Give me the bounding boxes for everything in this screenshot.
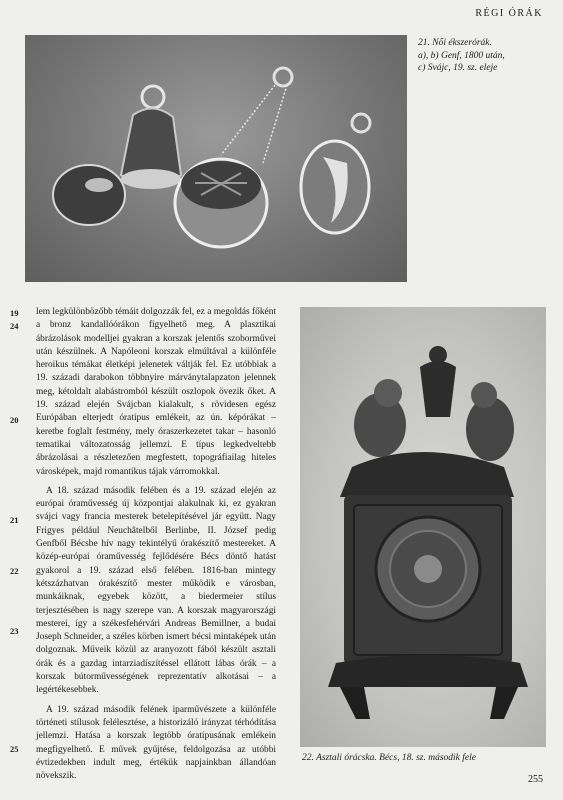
margin-number: 21 <box>10 515 19 525</box>
pendant-watches-illustration <box>25 35 407 282</box>
page-number: 255 <box>528 774 543 785</box>
margin-number: 20 <box>10 415 19 425</box>
paragraph: A 18. század második felében és a 19. század elején az európai óraművesség új központjai alakulnak ki, ez gyakran svájci vagy francia mesterek betelepítésével jár együtt. Nagy Frigyes például Neuchâtelből Berlinbe, II. József pedig Genfből Bécsbe hív nagy tekintélyű órakészítő mestereket. A közép-európai óraművesség fejlődésére Bécs döntő hatást gyakorol a 19. század első felében. 1816-ban mintegy kétszázhatvan órakészítő mester működik e városban, munkáiknak, egyebek között, a biedermeier stílus terjesztésében is nagy szerepe van. A korszak magyarországi mesterei, így a székesfehérvári Andreas Bemillner, a budai Joseph Schneider, a széles körben ismert bécsi mintaképek után dolgoznak. Műveik közül az aranyozott fából készült asztali órák és a gazdag intarziadíszítéssel ellátott lábas órák – a korszak bútorművességének reprezentatív alkotásai – a legértékesebbek. <box>36 485 276 696</box>
caption-title: 21. Női ékszerórák. <box>418 38 492 48</box>
paragraph: A 19. század második felének iparművészete a különféle történeti stílusok felélesztése, a historizáló irányzat térhódítása jellemzi. Hatása a korszak legtöbb óratípusának emlékein megfigyelhető. E művek gyűjtése, feldolgozása az utóbbi évtizedekben indult meg, értékük napjainkban állandóan növekszik. <box>36 704 276 782</box>
pendant-watches-photo <box>25 35 407 282</box>
body-text <box>36 306 276 783</box>
table-clock-illustration <box>300 307 546 747</box>
margin-number: 23 <box>10 626 19 636</box>
running-head: RÉGI ÓRÁK <box>475 8 543 19</box>
margin-number: 25 <box>10 744 19 754</box>
figure-21-caption <box>418 37 558 75</box>
margin-number: 19 <box>10 308 19 318</box>
figure-22-caption: 22. Asztali órácska. Bécs, 18. sz. második fele <box>302 753 476 763</box>
margin-number: 22 <box>10 566 19 576</box>
margin-number: 24 <box>10 321 19 331</box>
paragraph: lem legkülönbözőbb témáit dolgozzák fel, ez a megoldás főként a bronz kandallóórákon figyelhető meg. A plasztikai ábrázolások modelljei gyakran a korszak jelentős szoborművei után készülnek. A Napóleoni korszak elmúltával a különféle heroikus témákat életképi jelenetek váltják fel. Ez utóbbiak a 19. századi darabokon többnyire márványtalapzaton jelennek meg, kétoldalt alabástromból készült oszlopok övezik őket. A 19. század elején Svájcban kialakult, s rövidesen egész Európában elterjedt óratípus emlékeit, az ún. képórákat – keretbe foglalt festmény, mely óraszerkezetet takar – hasonló tematikai változatosság jellemzi. E típus legkedveltebb ábrázolásai a részletezően megfestett, topográfiailag hiteles városképek, majd romantikus tájak várromokkal. <box>36 307 276 477</box>
caption-line: a), b) Genf, 1800 után, <box>418 50 505 61</box>
caption-line: c) Svájc, 19. sz. eleje <box>418 63 498 73</box>
table-clock-photo <box>300 307 546 747</box>
